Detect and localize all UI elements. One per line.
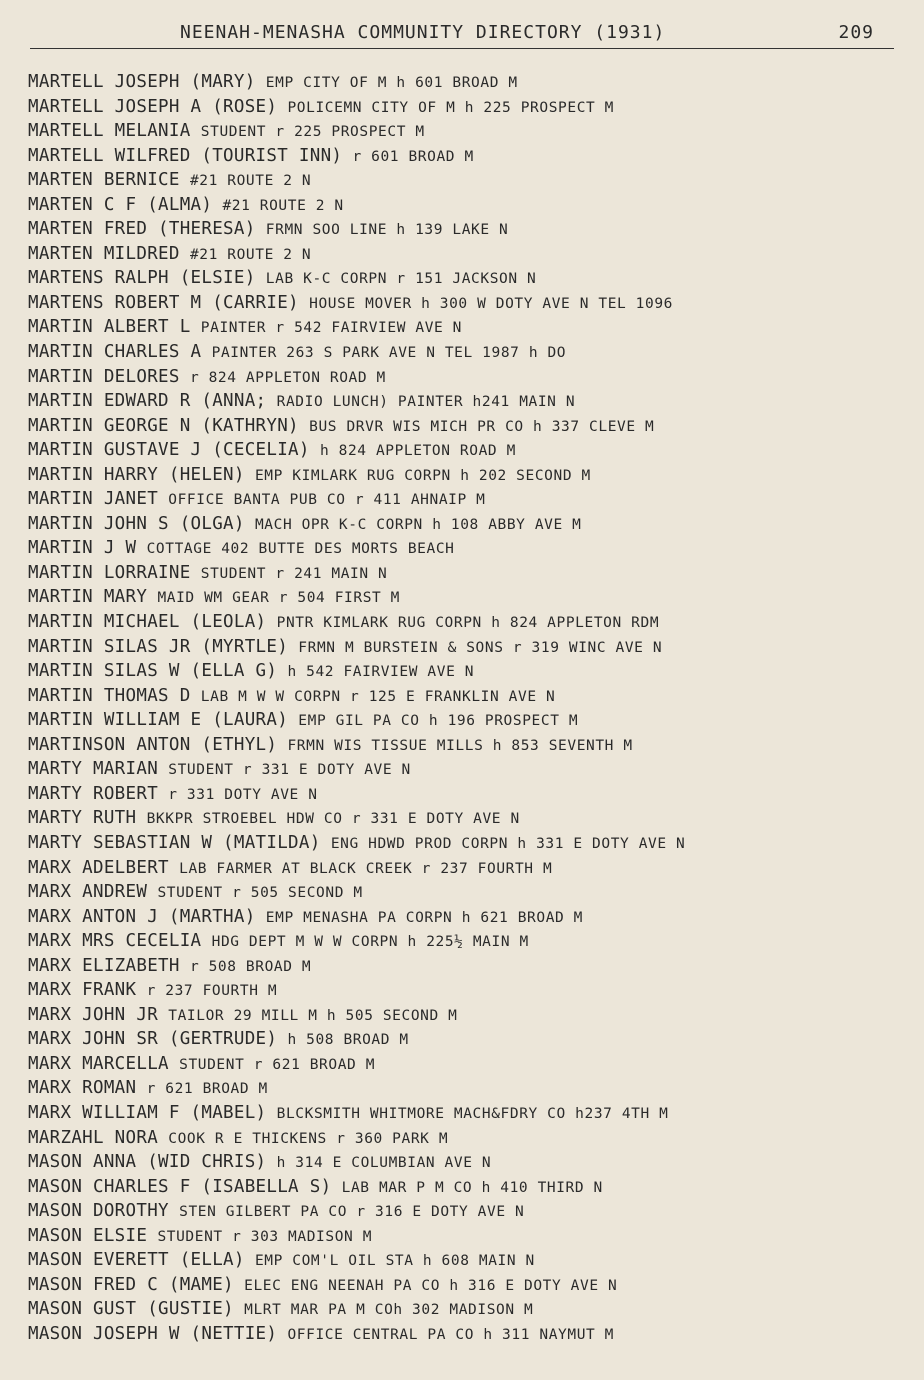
entry-name: MARX MARCELLA [28,1053,169,1074]
entry-detail: FRMN WIS TISSUE MILLS h 853 SEVENTH M [287,737,633,754]
entry-name: MARX MRS CECELIA [28,931,202,952]
directory-entry [28,806,904,831]
directory-entry [28,733,904,758]
entry-detail: COOK R E THICKENS r 360 PARK M [168,1130,449,1147]
entry-name: MARX ADELBERT [28,857,169,878]
entry-name: MARTIN MARY [28,587,148,608]
directory-entry [28,168,904,193]
entry-name: MASON JOSEPH W (NETTIE) [28,1323,278,1344]
entry-detail: OFFICE BANTA PUB CO r 411 AHNAIP M [168,492,486,509]
directory-entry [28,1322,904,1347]
entry-name: MARTY ROBERT [28,783,159,804]
entry-name: MASON FRED C (MAME) [28,1274,234,1295]
entry-name: MARTIN JOHN S (OLGA) [28,513,245,534]
entry-detail: STUDENT r 621 BROAD M [179,1056,376,1073]
entry-name: MASON GUST (GUSTIE) [28,1299,234,1320]
directory-entry [28,487,904,512]
entry-name: MARX FRANK [28,980,137,1001]
entry-detail: h 508 BROAD M [287,1032,409,1049]
entry-name: MARTIN GUSTAVE J (CECELIA) [28,440,310,461]
directory-entry [28,880,904,905]
directory-entry [28,782,904,807]
entry-detail: PAINTER r 542 FAIRVIEW AVE N [200,320,463,337]
directory-entry [28,144,904,169]
entry-detail: TAILOR 29 MILL M h 505 SECOND M [168,1007,458,1024]
entry-name: MARTIN MICHAEL (LEOLA) [28,612,267,633]
directory-entry [28,856,904,881]
entry-detail: MACH OPR K-C CORPN h 108 ABBY AVE M [254,516,582,533]
directory-entry [28,585,904,610]
entry-detail: STUDENT r 303 MADISON M [157,1228,373,1245]
entry-detail: r 621 BROAD M [146,1081,268,1098]
entry-detail: EMP CITY OF M h 601 BROAD M [265,75,518,91]
entry-detail: #21 ROUTE 2 N [189,173,312,190]
entry-name: MASON DOROTHY [28,1201,169,1222]
directory-entry [28,659,904,684]
entry-detail: STUDENT r 505 SECOND M [157,885,363,902]
entry-name: MARTY RUTH [28,808,137,829]
entry-name: MARTELL JOSEPH (MARY) [28,72,256,92]
directory-entry [28,389,904,414]
entry-detail: STUDENT r 241 MAIN N [200,565,388,582]
directory-entry [28,1101,904,1126]
entry-name: MARTENS RALPH (ELSIE) [28,268,256,289]
entry-detail: BLCKSMITH WHITMORE MACH&FDRY CO h237 4TH M [276,1105,669,1122]
entry-name: MARTIN SILAS W (ELLA G) [28,661,278,682]
directory-entry [28,954,904,979]
directory-entry [28,1199,904,1224]
entry-detail: EMP COM'L OIL STA h 608 MAIN N [254,1253,535,1270]
entry-detail: r 601 BROAD M [352,148,474,165]
directory-entry [28,831,904,856]
entry-name: MASON ELSIE [28,1225,148,1246]
directory-entry [28,119,904,144]
entry-name: MARTIN HARRY (HELEN) [28,464,245,485]
directory-entry [28,978,904,1003]
entry-detail: STUDENT r 331 E DOTY AVE N [168,762,411,779]
directory-entry [28,1175,904,1200]
entry-detail: COTTAGE 402 BUTTE DES MORTS BEACH [146,541,455,558]
entry-detail: LAB M W W CORPN r 125 E FRANKLIN AVE N [200,688,556,705]
directory-entry [28,70,904,95]
entry-name: MARTIN GEORGE N (KATHRYN) [28,415,299,436]
directory-entry [28,1126,904,1151]
entry-detail: OFFICE CENTRAL PA CO h 311 NAYMUT M [287,1326,615,1343]
entry-name: MARTIN CHARLES A [28,342,202,363]
entry-detail: h 314 E COLUMBIAN AVE N [276,1155,492,1172]
entry-name: MASON CHARLES F (ISABELLA S) [28,1176,332,1197]
entry-detail: FRMN M BURSTEIN & SONS r 319 WINC AVE N [298,639,663,656]
directory-entry [28,610,904,635]
directory-entry [28,438,904,463]
entry-detail: r 331 DOTY AVE N [168,786,318,803]
directory-entry [28,1224,904,1249]
directory-entry [28,684,904,709]
entry-name: MARTELL JOSEPH A (ROSE) [28,96,278,117]
directory-entry [28,315,904,340]
entry-name: MARTY MARIAN [28,759,159,780]
directory-entry [28,463,904,488]
directory-entry [28,365,904,390]
entry-detail: PNTR KIMLARK RUG CORPN h 824 APPLETON RDM [276,615,660,632]
entry-detail: RADIO LUNCH) PAINTER h241 MAIN N [276,394,576,411]
page-number: 209 [838,22,874,43]
directory-entry [28,512,904,537]
entry-name: MARZAHL NORA [28,1127,159,1148]
entry-detail: PAINTER 263 S PARK AVE N TEL 1987 h DO [211,345,567,362]
entry-detail: BKKPR STROEBEL HDW CO r 331 E DOTY AVE N [146,811,520,828]
entry-name: MARX ANTON J (MARTHA) [28,906,256,927]
entry-detail: h 824 APPLETON ROAD M [319,443,516,460]
entry-name: MARTENS ROBERT M (CARRIE) [28,292,299,313]
entry-detail: h 542 FAIRVIEW AVE N [287,664,475,681]
directory-entry [28,95,904,120]
entry-detail: FRMN SOO LINE h 139 LAKE N [265,222,509,239]
entry-name: MARTIN DELORES [28,366,180,387]
entry-name: MARTIN THOMAS D [28,685,191,706]
entry-name: MASON ANNA (WID CHRIS) [28,1152,267,1173]
entry-detail: ELEC ENG NEENAH PA CO h 316 E DOTY AVE N [244,1277,618,1294]
entry-detail: r 508 BROAD M [189,958,312,975]
entry-detail: EMP KIMLARK RUG CORPN h 202 SECOND M [254,467,591,484]
entry-name: MARTIN LORRAINE [28,562,191,583]
directory-entry [28,242,904,267]
entry-detail: POLICEMN CITY OF M h 225 PROSPECT M [287,99,615,116]
directory-entry [28,905,904,930]
entry-detail: #21 ROUTE 2 N [222,197,344,214]
entry-detail: BUS DRVR WIS MICH PR CO h 337 CLEVE M [309,418,655,435]
entry-name: MARTELL WILFRED (TOURIST INN) [28,145,343,166]
directory-entry [28,340,904,365]
directory-entry [28,561,904,586]
entry-name: MARTIN J W [28,538,137,559]
directory-entry [28,1076,904,1101]
entry-detail: HDG DEPT M W W CORPN h 225½ MAIN M [211,934,529,951]
entry-name: MARTIN EDWARD R (ANNA; [28,391,267,412]
entry-name: MARTIN ALBERT L [28,317,191,338]
entry-name: MARTEN MILDRED [28,243,180,264]
entry-name: MARTELL MELANIA [28,121,191,142]
entry-name: MARX WILLIAM F (MABEL) [28,1102,267,1123]
page-header [30,18,894,49]
entry-detail: r 237 FOURTH M [146,983,278,1000]
entry-name: MARX ANDREW [28,882,148,903]
entry-detail: STUDENT r 225 PROSPECT M [200,124,425,141]
entry-name: MARTY SEBASTIAN W (MATILDA) [28,832,321,853]
directory-entry [28,266,904,291]
directory-entry [28,929,904,954]
entry-detail: EMP GIL PA CO h 196 PROSPECT M [298,713,579,730]
directory-entry [28,757,904,782]
directory-entry [28,217,904,242]
directory-entry [28,635,904,660]
entry-detail: ENG HDWD PROD CORPN h 331 E DOTY AVE N [330,835,686,852]
entry-name: MARX JOHN JR [28,1004,159,1025]
entry-name: MARTIN JANET [28,489,159,510]
directory-entry [28,1273,904,1298]
entry-name: MARTEN BERNICE [28,170,180,191]
entry-detail: LAB K-C CORPN r 151 JACKSON N [265,271,537,288]
directory-title: NEENAH-MENASHA COMMUNITY DIRECTORY (1931) [180,22,666,43]
entry-name: MARX ROMAN [28,1078,137,1099]
entry-detail: STEN GILBERT PA CO r 316 E DOTY AVE N [179,1204,525,1221]
entry-name: MARTIN WILLIAM E (LAURA) [28,710,289,731]
entry-name: MARX ELIZABETH [28,955,180,976]
entry-detail: HOUSE MOVER h 300 W DOTY AVE N TEL 1096 [309,295,673,312]
entry-name: MARTEN FRED (THERESA) [28,219,256,240]
entry-detail: MLRT MAR PA M COh 302 MADISON M [244,1302,534,1319]
directory-entry [28,1003,904,1028]
directory-entry [28,1248,904,1273]
entry-detail: EMP MENASHA PA CORPN h 621 BROAD M [265,909,584,926]
entry-detail: LAB FARMER AT BLACK CREEK r 237 FOURTH M [179,860,553,877]
entry-detail: #21 ROUTE 2 N [189,246,312,263]
directory-entries [28,70,904,1346]
directory-entry [28,414,904,439]
entry-detail: LAB MAR P M CO h 410 THIRD N [341,1179,603,1196]
directory-entry [28,536,904,561]
directory-entry [28,1297,904,1322]
directory-entry [28,708,904,733]
entry-name: MARTIN SILAS JR (MYRTLE) [28,636,289,657]
entry-name: MARX JOHN SR (GERTRUDE) [28,1029,278,1050]
entry-name: MARTEN C F (ALMA) [28,194,213,215]
entry-detail: MAID WM GEAR r 504 FIRST M [157,590,401,607]
entry-name: MARTINSON ANTON (ETHYL) [28,734,278,755]
directory-entry [28,1052,904,1077]
entry-name: MASON EVERETT (ELLA) [28,1250,245,1271]
directory-entry [28,291,904,316]
directory-entry [28,193,904,218]
directory-entry [28,1027,904,1052]
directory-entry [28,1150,904,1175]
entry-detail: r 824 APPLETON ROAD M [189,369,386,386]
